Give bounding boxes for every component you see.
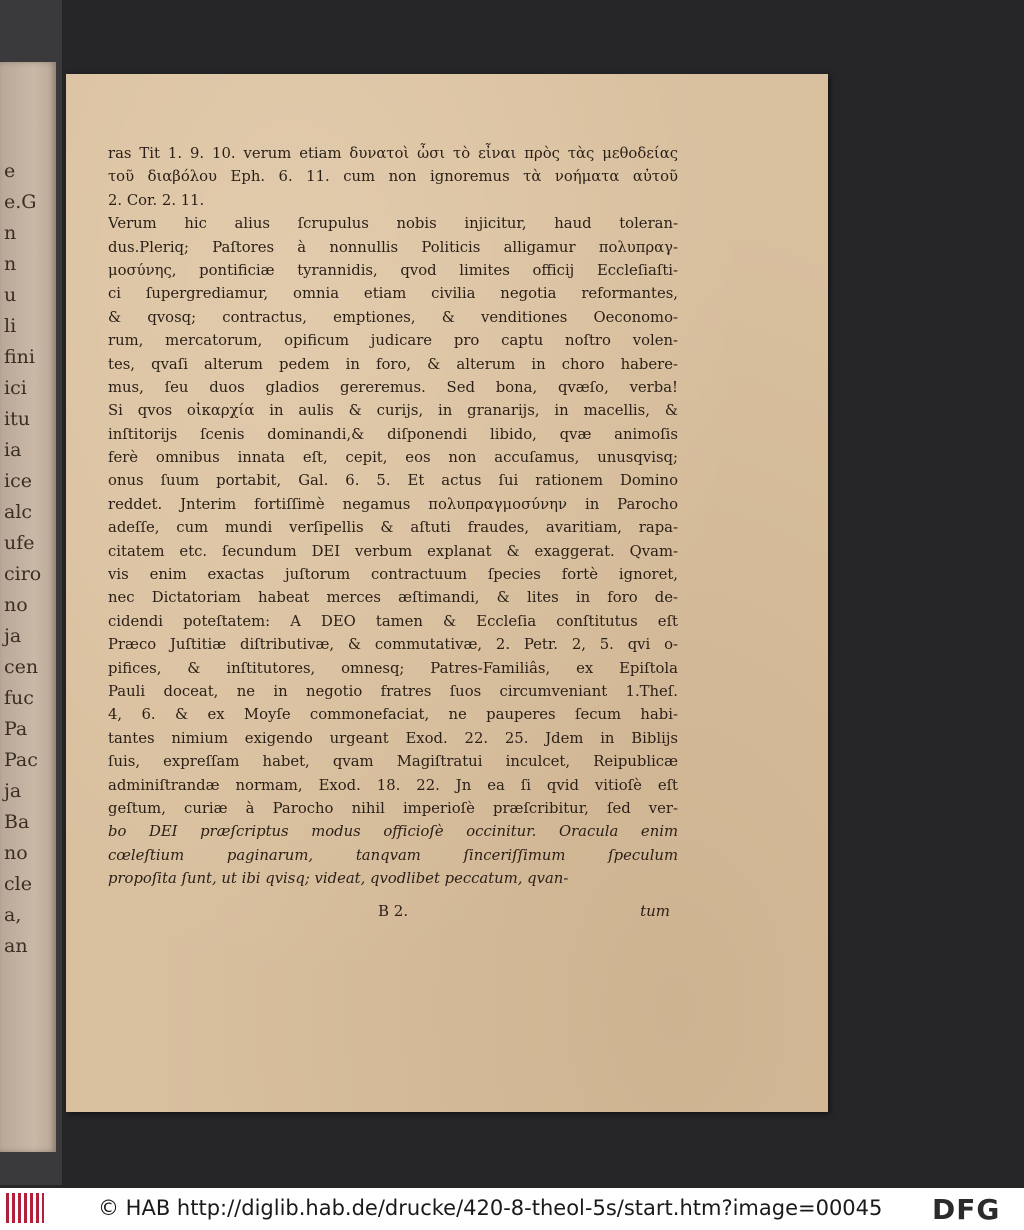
previous-page-fragment: an [4,935,28,957]
text-line: cidendi poteſtatem: A DEO tamen & Eccleſia conſtitutus eſt [108,612,678,630]
previous-page-fragment: fini [4,346,35,368]
text-line: ras Tit 1. 9. 10. verum etiam δυνατοὶ ὦσι τὸ εἶναι πρὸς τὰς μεθοδείας [108,145,678,162]
text-line: nec Dictatoriam habeat merces æſtimandi, & lites in foro de- [108,589,678,607]
text-line: Pauli doceat, ne in negotio fratres ſuos circumveniant 1.Theſ. [108,682,678,700]
text-line: cœleſtium paginarum, tanqvam ſinceriſſimum ſpeculum [108,846,678,864]
book-page [66,74,828,1112]
copyright-link[interactable]: © HAB http://diglib.hab.de/drucke/420-8-theol-5s/start.htm?image=00045 [98,1196,883,1220]
previous-page-fragment: itu [4,408,30,430]
previous-page-fragment: alc [4,501,33,523]
previous-page-fragment: ja [4,780,22,802]
previous-page-fragment: li [4,315,17,337]
previous-page-fragment: cen [4,656,39,678]
previous-page-fragment: cle [4,873,32,895]
previous-page-fragment: no [4,842,28,864]
text-line: geſtum, curiæ à Parocho nihil imperioſè præſcribitur, ſed ver- [108,799,678,817]
previous-page-fragment: ici [4,377,27,399]
previous-page-fragment: u [4,284,17,306]
previous-page-edge [0,62,56,1152]
text-line: Præco Juſtitiæ diſtributivæ, & commutativæ, 2. Petr. 2, 5. qvi o- [108,636,678,654]
text-line: τοῦ διαβόλου Eph. 6. 11. cum non ignoremus τὰ νοήματα αὐτοῦ [108,168,678,186]
previous-page-fragment: n [4,253,17,275]
previous-page-fragment: ufe [4,532,35,554]
previous-page-fragment: ia [4,439,22,461]
previous-page-fragment: ice [4,470,32,492]
previous-page-fragment: fuc [4,687,34,709]
text-line: Verum hic alius ſcrupulus nobis injicitur, haud toleran- [108,215,678,233]
previous-page-fragment: a, [4,904,22,926]
signature-mark: B 2. [378,902,409,920]
text-line: inſtitorijs ſcenis dominandi,& diſponendi libido, qvæ animoſis [108,425,678,443]
text-line: rum, mercatorum, opificum judicare pro captu noſtro volen- [108,332,678,350]
text-line: bo DEI præſcriptus modus officioſè occinitur. Oracula enim [108,823,678,841]
text-line: ſuis, expreſſam habet, qvam Magiſtratui inculcet, Reipublicæ [108,753,678,771]
text-line: reddet. Jnterim fortiſſimè negamus πολυπραγμοσύνην in Parocho [108,495,678,513]
viewer-footer [0,1188,1024,1230]
text-line: adminiſtrandæ normam, Exod. 18. 22. Jn ea ſi qvid vitioſè eſt [108,776,678,794]
previous-page-fragment: e [4,160,16,182]
catchword: tum [640,902,670,920]
text-line: 4, 6. & ex Moyſe commonefaciat, ne pauperes ſecum habi- [108,706,678,724]
text-line: μοσύνης, pontificiæ tyrannidis, qvod limites officij Eccleſiaſti- [108,261,678,279]
text-line: vis enim exactas juſtorum contractuum ſpecies fortè ignoret, [108,566,678,584]
barcode-icon [6,1193,44,1223]
previous-page-fragment: ciro [4,563,42,585]
previous-page-fragment: Pa [4,718,28,740]
text-line: ferè omnibus innata eſt, cepit, eos non accuſamus, unusqvisq; [108,449,678,467]
text-line: dus.Pleriq; Paſtores à nonnullis Politicis alligamur πολυπραγ- [108,238,678,256]
text-line: mus, ſeu duos gladios gereremus. Sed bona, qvæſo, verba! [108,378,678,396]
text-line: Si qvos οἰκαρχία in aulis & curijs, in granarijs, in macellis, & [108,402,678,420]
text-line: & qvosq; contractus, emptiones, & venditiones Oeconomo- [108,308,678,326]
text-line: ci ſupergrediamur, omnia etiam civilia negotia reformantes, [108,285,678,303]
text-line: 2. Cor. 2. 11. [108,191,205,209]
text-line: tantes nimium exigendo urgeant Exod. 22. 25. Jdem in Biblijs [108,729,678,747]
text-line: citatem etc. ſecundum DEI verbum explanat & exaggerat. Qvam- [108,542,678,560]
text-line: pifices, & inſtitutores, omnesq; Patres-Familiâs, ex Epiſtola [108,659,678,677]
text-line: tes, qvaſi alterum pedem in foro, & alterum in choro habere- [108,355,678,373]
previous-page-fragment: no [4,594,28,616]
text-line: onus ſuum portabit, Gal. 6. 5. Et actus ſui rationem Domino [108,472,678,490]
page-body-text [108,142,678,891]
previous-page-fragment: n [4,222,17,244]
page-footer-line [108,902,678,928]
text-line: propoſita ſunt, ut ibi qvisq; videat, qvodlibet peccatum, qvan- [108,870,569,888]
dfg-logo: DFG [932,1193,1001,1226]
previous-page-fragment: e.G [4,191,37,213]
previous-page-fragment: ja [4,625,22,647]
text-line: adeſſe, cum mundi verſipellis & aſtuti fraudes, avaritiam, rapa- [108,519,678,537]
previous-page-fragment: Pac [4,749,38,771]
previous-page-fragment: Ba [4,811,30,833]
